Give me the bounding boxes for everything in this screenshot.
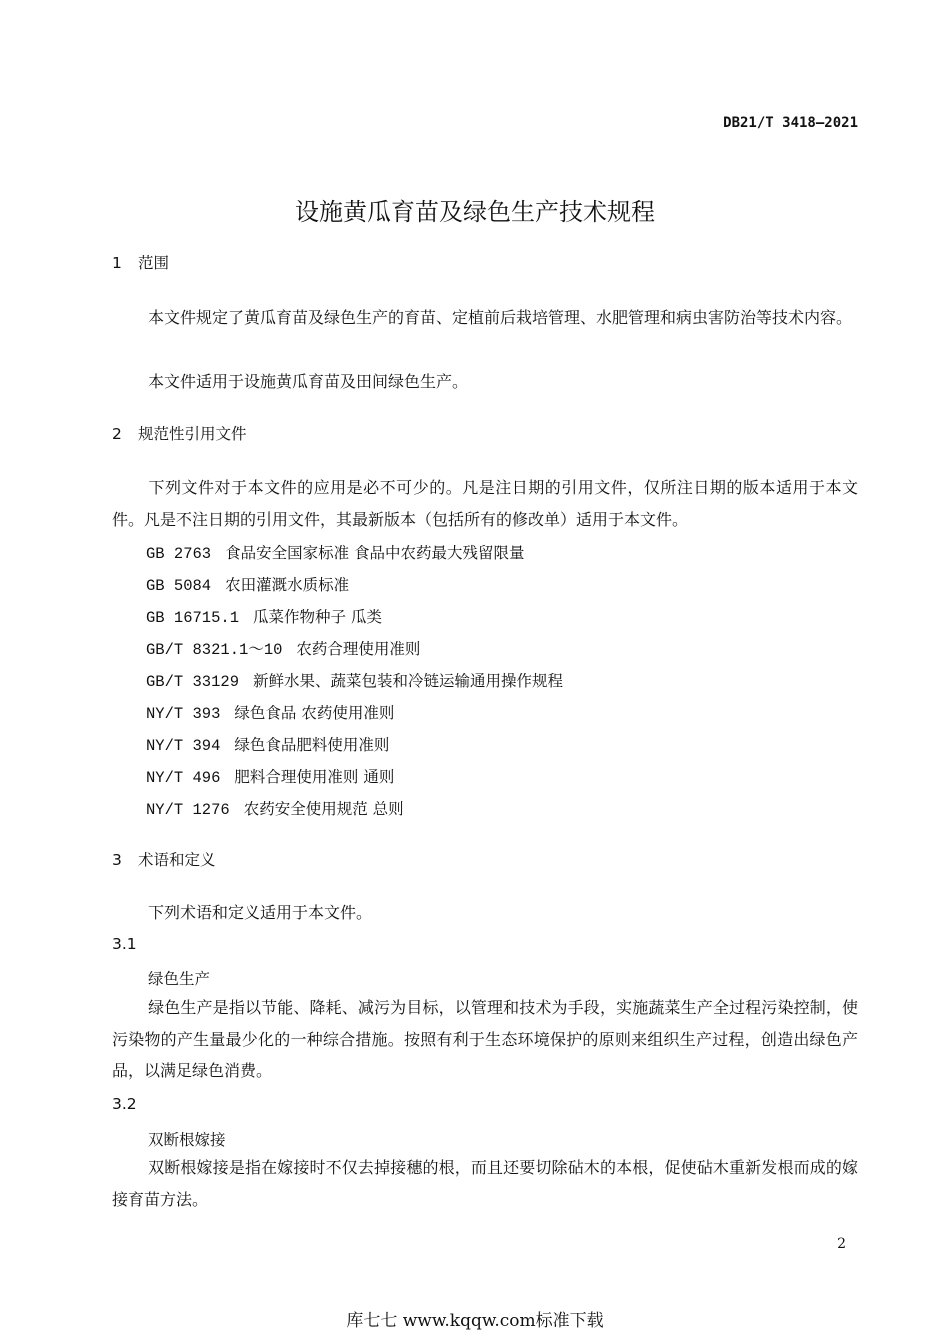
reference-item (146, 573, 349, 595)
reference-title: 绿色食品肥料使用准则 (234, 736, 390, 754)
footer-watermark: 库七七 www.kqqw.com标准下载 (346, 1311, 604, 1331)
reference-code: NY/T 394 (146, 737, 221, 755)
reference-item (146, 669, 563, 691)
reference-code: NY/T 1276 (146, 801, 230, 819)
reference-code: GB/T 8321.1～10 (146, 641, 283, 659)
reference-item (146, 605, 382, 627)
reference-item (146, 701, 394, 723)
document-code: DB21/T 3418—2021 (723, 115, 858, 131)
reference-item (146, 765, 394, 787)
reference-title: 新鲜水果、蔬菜包装和冷链运输通用操作规程 (253, 672, 564, 690)
reference-title: 绿色食品 农药使用准则 (234, 704, 395, 722)
reference-title: 瓜菜作物种子 瓜类 (253, 608, 382, 626)
document-title: 设施黄瓜育苗及绿色生产技术规程 (295, 198, 655, 226)
section-title: 规范性引用文件 (138, 425, 247, 443)
reference-code: NY/T 393 (146, 705, 221, 723)
paragraph: 本文件适用于设施黄瓜育苗及田间绿色生产。 (148, 372, 469, 391)
section-number: 3 (112, 851, 122, 869)
reference-code: GB 2763 (146, 545, 212, 563)
reference-title: 食品安全国家标准 食品中农药最大残留限量 (225, 544, 525, 562)
paragraph: 下列文件对于本文件的应用是必不可少的。凡是注日期的引用文件，仅所注日期的版本适用于本文件。凡是不注日期的引用文件，其最新版本（包括所有的修改单）适用于本文件。 (112, 478, 858, 529)
section-heading-2 (112, 422, 247, 444)
term-definition: 双断根嫁接是指在嫁接时不仅去掉接穗的根，而且还要切除砧木的本根，促使砧木重新发根而成的嫁接育苗方法。 (112, 1158, 858, 1209)
paragraph: 下列术语和定义适用于本文件。 (148, 903, 373, 922)
reference-item (146, 541, 525, 563)
section-heading-3 (112, 848, 216, 870)
section-number: 2 (112, 425, 122, 443)
section-number: 1 (112, 254, 122, 272)
reference-item (146, 637, 420, 659)
term-number: 3.1 (112, 935, 137, 953)
term-name: 绿色生产 (148, 970, 211, 988)
reference-code: NY/T 496 (146, 769, 221, 787)
section-title: 术语和定义 (138, 851, 216, 869)
reference-title: 农药安全使用规范 总则 (243, 800, 404, 818)
term-name: 双断根嫁接 (148, 1131, 226, 1149)
page-number: 2 (837, 1236, 846, 1252)
term-definition: 绿色生产是指以节能、降耗、减污为目标，以管理和技术为手段，实施蔬菜生产全过程污染控制，使污染物的产生量最少化的一种综合措施。按照有利于生态环境保护的原则来组织生产过程，创造出绿色产品，以满足绿色消费。 (112, 998, 858, 1080)
reference-code: GB 16715.1 (146, 609, 240, 627)
reference-title: 农田灌溉水质标准 (225, 576, 350, 594)
term-number: 3.2 (112, 1095, 137, 1113)
paragraph: 本文件规定了黄瓜育苗及绿色生产的育苗、定植前后栽培管理、水肥管理和病虫害防治等技术内容。 (148, 308, 853, 327)
section-title: 范围 (138, 254, 170, 272)
reference-title: 农药合理使用准则 (296, 640, 421, 658)
reference-title: 肥料合理使用准则 通则 (234, 768, 395, 786)
reference-code: GB/T 33129 (146, 673, 240, 691)
section-heading-1 (112, 251, 169, 273)
reference-code: GB 5084 (146, 577, 212, 595)
reference-item (146, 797, 404, 819)
reference-item (146, 733, 389, 755)
